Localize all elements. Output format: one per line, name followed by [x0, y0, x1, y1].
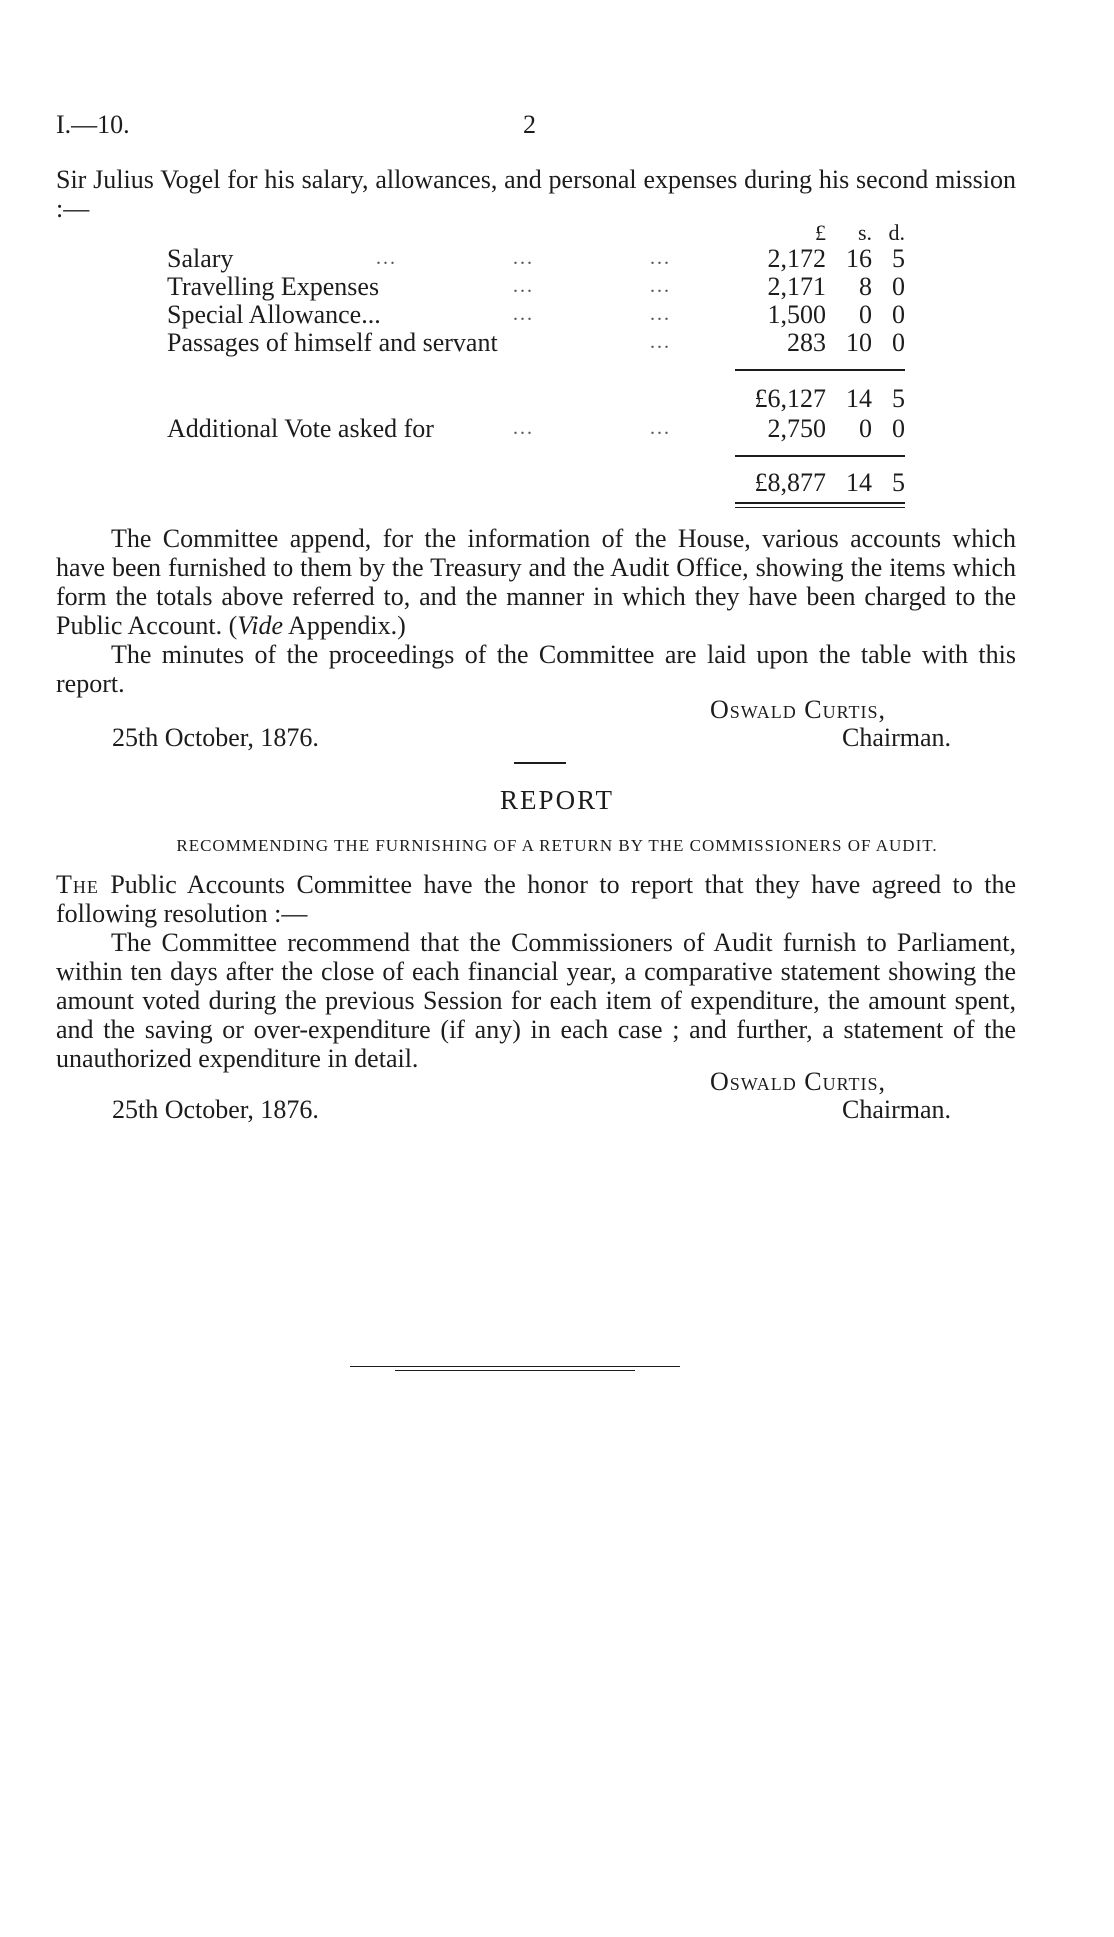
subtotal-rule: [735, 369, 905, 371]
section-divider: [514, 762, 566, 764]
minutes-paragraph: The minutes of the proceedings of the Committee are laid upon the table with this report.: [56, 640, 1016, 698]
additional-shillings: 0: [859, 414, 872, 443]
signatory-role: Chairman.: [842, 723, 952, 752]
committee-paragraph-text: The Committee append, for the information of the House, various accounts which have been furnished to them by the Treasury and the Audit Office, showing the items which form the totals above referred to, and the manner in which they have been charged to the Public Account. (: [56, 524, 1016, 640]
header-shillings: s.: [857, 220, 872, 245]
subtotal-pence: 5: [892, 384, 905, 413]
report-title: REPORT: [500, 785, 614, 815]
row-shillings: 8: [859, 272, 872, 301]
leader-dots: ...: [650, 247, 671, 269]
row-pounds: 2,171: [767, 272, 826, 301]
vide-italic: Vide: [237, 611, 283, 640]
report-signatory-name: Oswald Curtis,: [710, 1067, 887, 1096]
row-pounds: 2,172: [767, 244, 826, 273]
header-pounds: £: [815, 220, 826, 245]
row-pence: 0: [892, 300, 905, 329]
total-shillings: 14: [846, 468, 872, 497]
report-paragraph-2: The Committee recommend that the Commissioners of Audit furnish to Parliament, within ten days after the close of each financial year, a comparative statement showing the amount voted during the previous Session for each item of expenditure, the amount spent, and the saving or over-expenditure (if any) in each case ; and further, a statement of the unauthorized expenditure in detail.: [56, 928, 1016, 1073]
subtotal-pounds: £6,127: [754, 384, 826, 413]
row-shillings: 0: [859, 300, 872, 329]
report-signature-date: 25th October, 1876.: [112, 1095, 319, 1124]
row-pence: 0: [892, 272, 905, 301]
row-pounds: 1,500: [767, 300, 826, 329]
closing-rule-short: [395, 1370, 635, 1371]
leader-dots: ...: [513, 303, 534, 325]
closing-rule: [350, 1366, 680, 1367]
row-label-passages: Passages of himself and servant: [167, 328, 498, 357]
intro-text: Sir Julius Vogel for his salary, allowances, and personal expenses during his second mission :—: [56, 165, 1016, 223]
leader-dots: ...: [376, 247, 397, 269]
committee-paragraph: [56, 524, 1016, 640]
row-pence: 5: [892, 244, 905, 273]
double-rule-bottom: [735, 507, 905, 508]
row-pounds: 283: [787, 328, 826, 357]
subtotal-shillings: 14: [846, 384, 872, 413]
total-pence: 5: [892, 468, 905, 497]
row-label-salary: Salary: [167, 244, 234, 273]
additional-vote-label: Additional Vote asked for: [167, 414, 434, 443]
row-label-special-allowance: Special Allowance...: [167, 300, 381, 329]
row-shillings: 16: [846, 244, 872, 273]
leader-dots: ...: [650, 303, 671, 325]
total-pounds: £8,877: [754, 468, 826, 497]
leader-dots: ...: [650, 417, 671, 439]
additional-pence: 0: [892, 414, 905, 443]
total-rule: [735, 455, 905, 457]
page-id: I.—10.: [56, 110, 130, 139]
report-signatory-role: Chairman.: [842, 1095, 952, 1124]
header-pence: d.: [888, 220, 905, 245]
row-label-travelling: Travelling Expenses: [167, 272, 380, 301]
additional-pounds: 2,750: [767, 414, 826, 443]
row-pence: 0: [892, 328, 905, 357]
leader-dots: ...: [650, 275, 671, 297]
page-number: 2: [523, 110, 536, 139]
leader-dots: ...: [513, 247, 534, 269]
leader-dots: ...: [513, 417, 534, 439]
double-rule-top: [735, 502, 905, 504]
report-paragraph-1: [56, 870, 1016, 928]
report-subtitle: RECOMMENDING THE FURNISHING OF A RETURN BY THE COMMISSIONERS OF AUDIT.: [176, 836, 938, 855]
report-lead-word: The: [56, 870, 99, 899]
signature-date: 25th October, 1876.: [112, 723, 319, 752]
leader-dots: ...: [650, 331, 671, 353]
committee-paragraph-end: Appendix.): [282, 611, 406, 640]
report-paragraph-1-text: Public Accounts Committee have the honor to report that they have agreed to the following resolution :—: [56, 870, 1016, 928]
signatory-name: Oswald Curtis,: [710, 695, 887, 724]
row-shillings: 10: [846, 328, 872, 357]
leader-dots: ...: [513, 275, 534, 297]
